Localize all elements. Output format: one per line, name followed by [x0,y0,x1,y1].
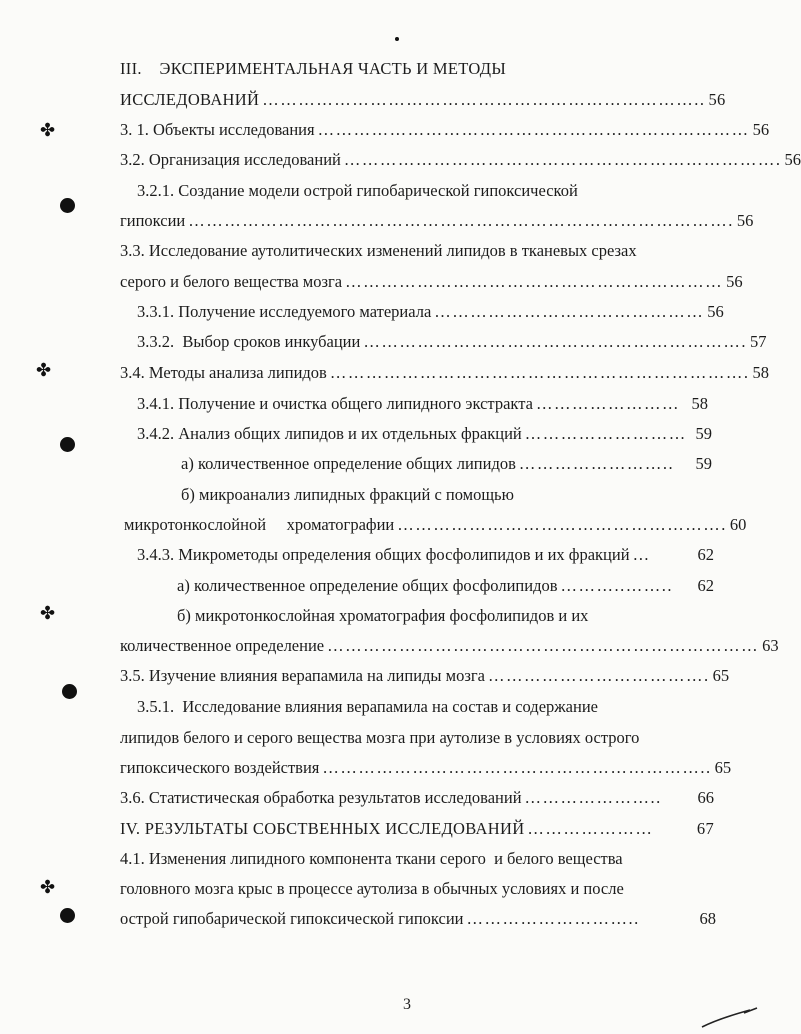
toc-page-number: 56 [752,120,770,139]
toc-entry [120,210,754,232]
toc-leader: ………………………………………………………. [363,332,747,351]
toc-page-number: 56 [726,272,743,291]
toc-entry-text: 3.3.2. Выбор сроков инкубации [137,332,361,351]
toc-page-number: 66 [697,788,714,807]
toc-leader: ……………………………………… [434,302,705,321]
toc-leader: …………………….. [518,454,675,473]
toc-entry-text: 4.1. Изменения липидного компонента ткани серого и белого вещества [120,849,623,868]
toc-entry [137,331,767,353]
toc-entry [120,89,726,111]
toc-entry-text: липидов белого и серого вещества мозга при аутолизе в условиях острого [120,728,640,747]
toc-leader: …………………… [535,394,680,413]
toc-page-number: 56 [708,90,726,109]
toc-entry [137,393,708,415]
binding-mark: ✤ [40,877,56,897]
toc-page-number: 58 [752,363,769,382]
toc-entry-text: IV. РЕЗУЛЬТАТЫ СОБСТВЕННЫХ ИССЛЕДОВАНИЙ [120,819,525,838]
toc-entry [120,757,732,779]
toc-entry-text: острой гипобарической гипоксической гипоксии [120,909,464,928]
toc-entry-text: гипоксического воздействия [120,758,320,777]
toc-entry [120,787,714,809]
toc-leader: ……………………………………………………….. [322,758,712,777]
toc-page-number: 60 [729,515,747,534]
toc-entry-text: 3.4.2. Анализ общих липидов и их отдельных фракций [137,424,522,443]
toc-entry [120,727,690,749]
toc-leader: ……………………………………………………………… [327,636,760,655]
toc-entry [120,240,700,262]
toc-page-number: 56 [707,302,724,321]
toc-page-number: 65 [714,758,732,777]
toc-page-number: 57 [749,332,767,351]
binding-mark: ✤ [40,603,56,623]
toc-leader: ……………………………………………………………. [329,363,750,382]
toc-entry [120,848,700,870]
toc-entry-text: III. ЭКСПЕРИМЕНТАЛЬНАЯ ЧАСТЬ И МЕТОДЫ [120,59,507,78]
toc-page-number: 67 [696,819,714,838]
toc-entry-text: б) микротонкослойная хроматография фосфолипидов и их [177,606,589,625]
toc-leader: ……………………………………………………………… [317,120,750,139]
toc-page-number: 56 [736,211,754,230]
toc-page-number: 59 [695,454,712,473]
toc-entry-text: серого и белого вещества мозга [120,272,343,291]
toc-leader: ………………………………. [487,666,710,685]
toc-entry [120,271,743,293]
toc-entry-text: а) количественное определение общих липидов [181,454,516,473]
toc-page-number: 58 [691,394,708,413]
toc-page-number: 59 [695,424,712,443]
toc-entry [137,423,712,445]
toc-entry-text: гипоксии [120,211,186,230]
toc-leader: … [632,545,651,564]
toc-entry-text: головного мозга крыс в процессе аутолиза в обычных условиях и после [120,879,624,898]
toc-entry-text: 3.4. Методы анализа липидов [120,363,327,382]
binding-mark: ✤ [36,360,52,380]
toc-leader: ……………………… [524,424,687,443]
toc-entry [120,119,770,141]
toc-entry [137,180,697,202]
toc-entry [120,878,700,900]
toc-entry [181,453,712,475]
toc-entry-text: 3.3. Исследование аутолитических изменений липидов в тканевых срезах [120,241,637,260]
toc-leader: ………..…….. [560,576,673,595]
scan-speck [395,37,399,41]
punch-hole [60,908,75,923]
toc-page-number: 62 [697,576,714,595]
toc-entry [177,605,657,627]
punch-hole [62,684,77,699]
toc-entry-text: 3.2. Организация исследований [120,150,341,169]
toc-entry-text: количественное определение [120,636,325,655]
pen-mark [700,1004,760,1030]
toc-entry [124,514,747,536]
toc-page-number: 62 [697,545,714,564]
toc-page-number: 56 [784,150,801,169]
toc-entry-text: микротонкослойной хроматографии [124,515,395,534]
binding-mark: ✤ [40,120,56,140]
toc-page-number: 65 [712,666,730,685]
toc-entry-text: 3.6. Статистическая обработка результатов исследований [120,788,522,807]
punch-hole [60,437,75,452]
toc-entry [137,544,714,566]
toc-entry [120,362,769,384]
toc-entry-text: 3.5. Изучение влияния верапамила на липиды мозга [120,666,485,685]
page-number: 3 [403,996,411,1013]
toc-entry-text: б) микроанализ липидных фракций с помощью [181,485,514,504]
toc-page-number: 68 [699,909,716,928]
toc-entry [137,301,724,323]
toc-leader: ………………………………………………. [397,515,727,534]
toc-entry [177,575,714,597]
toc-entry [120,58,540,80]
toc-entry [120,818,714,840]
toc-entry-text: 3. 1. Объекты исследования [120,120,315,139]
toc-page-number: 63 [762,636,779,655]
toc-entry [120,908,716,930]
punch-hole [60,198,75,213]
toc-entry-text: 3.4.1. Получение и очистка общего липидного экстракта [137,394,533,413]
toc-entry [137,696,657,718]
toc-leader: ……………………….. [466,909,640,928]
toc-leader: ……………………………………………………………….. [262,90,706,109]
toc-entry [120,149,801,171]
toc-entry [120,635,779,657]
toc-leader: ……………………………………………………… [345,272,724,291]
toc-entry [181,484,601,506]
toc-entry-text: 3.2.1. Создание модели острой гипобарической гипоксической [137,181,578,200]
toc-leader: ………………………………………………………………. [343,150,782,169]
toc-leader: ………………………………………………………………………………. [188,211,734,230]
toc-entry-text: а) количественное определение общих фосфолипидов [177,576,558,595]
toc-entry [120,665,730,687]
toc-entry-text: 3.5.1. Исследование влияния верапамила на состав и содержание [137,697,598,716]
toc-leader: ………………….. [524,788,662,807]
toc-entry-text: 3.4.3. Микрометоды определения общих фосфолипидов и их фракций [137,545,630,564]
toc-entry-text: ИССЛЕДОВАНИЙ [120,90,260,109]
toc-entry-text: 3.3.1. Получение исследуемого материала [137,302,432,321]
toc-leader: ………………… [527,819,654,838]
